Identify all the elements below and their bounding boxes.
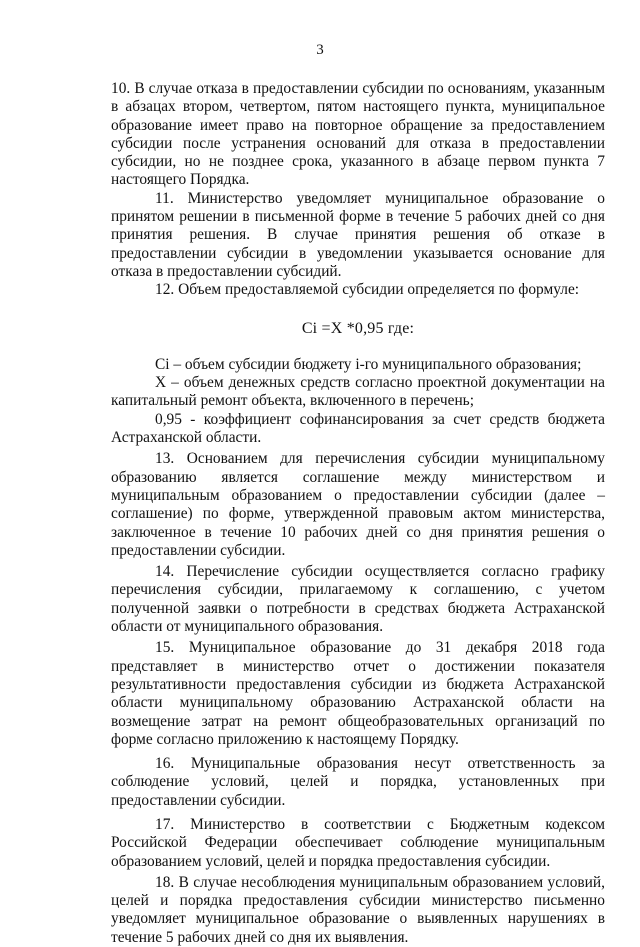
- document-body: [111, 80, 605, 947]
- definition-x: X – объем денежных средств согласно проектной документации на капитальный ремонт объекта, включенного в перечень;: [111, 374, 605, 410]
- paragraph-15: 15. Муниципальное образование до 31 декабря 2018 года представляет в министерство отчет о достижении показателя результативности предоставления субсидии из бюджета Астраханской области муниципальному образованию Астраханской области на возмещение затрат на ремонт общеобразовательных организаций по форме согласно приложению к настоящему Порядку.: [111, 639, 605, 748]
- page-number: 3: [316, 42, 324, 58]
- subsidy-formula: Ci =X *0,95 где:: [301, 319, 415, 337]
- paragraph-18: 18. В случае несоблюдения муниципальным образованием условий, целей и порядка предоставления субсидии министерство письменно уведомляет муниципальное образование о выявленных нарушениях в течение 5 рабочих дней со дня их выявления.: [111, 873, 605, 946]
- paragraph-13: 13. Основанием для перечисления субсидии муниципальному образованию является соглашение между министерством и муниципальным образованием о предоставлении субсидии (далее – соглашение) по форме, утвержденной правовым актом министерства, заключенное в течение 10 рабочих дней со дня принятия решения о предоставлении субсидии.: [111, 450, 605, 559]
- paragraph-12: 12. Объем предоставляемой субсидии определяется по формуле:: [155, 281, 580, 299]
- paragraph-11: 11. Министерство уведомляет муниципальное образование о принятом решении в письменной форме в течение 5 рабочих дней со дня принятия решения. В случае принятия решения об отказе в предоставлении субсидии в уведомлении указывается основание для отказа в предоставлении субсидий.: [111, 189, 605, 280]
- paragraph-16: 16. Муниципальные образования несут ответственность за соблюдение условий, целей и порядка, установленных при предоставлении субсидии.: [111, 755, 605, 809]
- paragraph-10: 10. В случае отказа в предоставлении субсидии по основаниям, указанным в абзацах втором, четвертом, пятом настоящего пункта, муниципальное образование имеет право на повторное обращение за предоставлением субсидии после устранения оснований для отказа в предоставлении субсидии, но не позднее срока, указанного в абзаце первом пункта 7 настоящего Порядка.: [111, 80, 605, 189]
- definition-ci: Ci – объем субсидии бюджету i-го муниципального образования;: [155, 355, 582, 373]
- paragraph-17: 17. Министерство в соответствии с Бюджетным кодексом Российской Федерации обеспечивает соблюдение муниципальным образованием условий, целей и порядка предоставления субсидии.: [111, 815, 605, 870]
- paragraph-14: 14. Перечисление субсидии осуществляется согласно графику перечисления субсидии, прилагаемому к соглашению, с учетом полученной заявки о потребности в средствах бюджета Астраханской области от муниципального образования.: [111, 563, 605, 636]
- definition-coefficient: 0,95 - коэффициент софинансирования за счет средств бюджета Астраханской области.: [111, 410, 605, 447]
